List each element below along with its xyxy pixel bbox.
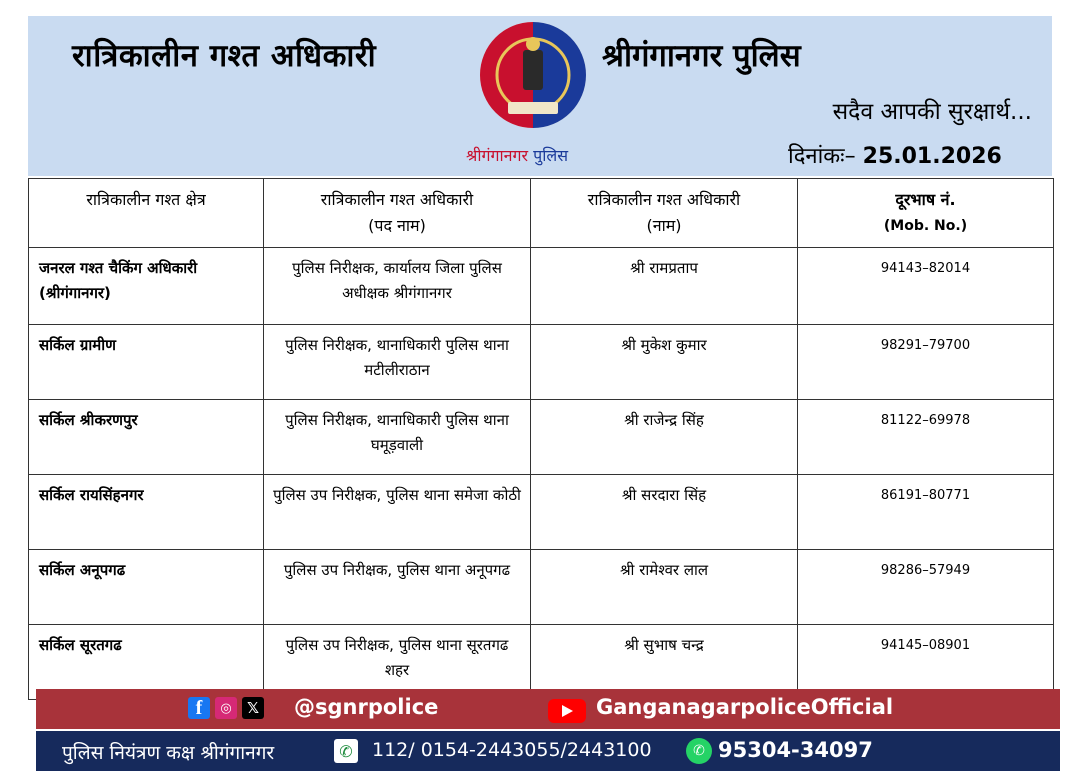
cell-name: श्री सरदारा सिंह — [531, 475, 798, 550]
header-phone: दूरभाष नं. (Mob. No.) — [798, 179, 1054, 248]
cell-name: श्री रामेश्वर लाल — [531, 550, 798, 625]
cell-post: पुलिस निरीक्षक, थानाधिकारी पुलिस थाना घमूड़वाली — [264, 400, 531, 475]
whatsapp-number[interactable]: 95304-34097 — [718, 738, 873, 762]
header-name: रात्रिकालीन गश्त अधिकारी (नाम) — [531, 179, 798, 248]
cell-post: पुलिस निरीक्षक, कार्यालय जिला पुलिस अधीक्षक श्रीगंगानगर — [264, 248, 531, 325]
instagram-icon[interactable]: ◎ — [215, 697, 237, 719]
youtube-icon[interactable] — [548, 699, 586, 723]
cell-phone: 86191–80771 — [798, 475, 1054, 550]
cell-area: सर्किल अनूपगढ — [29, 550, 264, 625]
x-twitter-icon[interactable]: 𝕏 — [242, 697, 264, 719]
tagline: सदैव आपकी सुरक्षार्थ... — [832, 99, 1032, 125]
youtube-channel[interactable]: GanganagarpoliceOfficial — [596, 695, 894, 719]
logo-caption-red: श्रीगंगानगर — [466, 146, 529, 165]
social-handle[interactable]: @sgnrpolice — [294, 695, 439, 719]
cell-area: सर्किल रायसिंहनगर — [29, 475, 264, 550]
header-area: रात्रिकालीन गश्त क्षेत्र — [29, 179, 264, 248]
whatsapp-icon: ✆ — [686, 738, 712, 764]
patrol-officers-table — [28, 178, 1054, 700]
cell-area: जनरल गश्त चैकिंग अधिकारी (श्रीगंगानगर) — [29, 248, 264, 325]
cell-post: पुलिस उप निरीक्षक, पुलिस थाना सूरतगढ शहर — [264, 625, 531, 700]
table-row — [29, 248, 1054, 325]
social-bar — [36, 689, 1060, 729]
contact-bar — [36, 731, 1060, 771]
cell-post: पुलिस उप निरीक्षक, पुलिस थाना समेजा कोठी — [264, 475, 531, 550]
table-row — [29, 400, 1054, 475]
cell-phone: 94143–82014 — [798, 248, 1054, 325]
cell-name: श्री राजेन्द्र सिंह — [531, 400, 798, 475]
logo-caption-blue: पुलिस — [533, 146, 569, 165]
title-right: श्रीगंगानगर पुलिस — [602, 38, 801, 74]
cell-phone: 94145–08901 — [798, 625, 1054, 700]
table-header-row — [29, 179, 1054, 248]
table-row — [29, 325, 1054, 400]
facebook-icon[interactable]: f — [188, 697, 210, 719]
cell-name: श्री रामप्रताप — [531, 248, 798, 325]
date-value: 25.01.2026 — [862, 144, 1002, 169]
table-row — [29, 550, 1054, 625]
police-logo-icon — [478, 20, 588, 130]
phone-numbers[interactable]: 112/ 0154-2443055/2443100 — [372, 739, 652, 761]
cell-post: पुलिस निरीक्षक, थानाधिकारी पुलिस थाना मटीलीराठान — [264, 325, 531, 400]
cell-area: सर्किल ग्रामीण — [29, 325, 264, 400]
cell-phone: 98286–57949 — [798, 550, 1054, 625]
header-banner — [28, 16, 1052, 176]
title-left: रात्रिकालीन गश्त अधिकारी — [72, 38, 377, 74]
cell-area: सर्किल श्रीकरणपुर — [29, 400, 264, 475]
cell-name: श्री मुकेश कुमार — [531, 325, 798, 400]
cell-name: श्री सुभाष चन्द्र — [531, 625, 798, 700]
table-row — [29, 475, 1054, 550]
control-room-label: पुलिस नियंत्रण कक्ष श्रीगंगानगर — [62, 742, 275, 764]
logo-caption — [466, 144, 568, 166]
cell-post: पुलिस उप निरीक्षक, पुलिस थाना अनूपगढ — [264, 550, 531, 625]
date-line — [788, 140, 1002, 170]
phone-icon: ✆ — [334, 739, 358, 763]
cell-phone: 98291–79700 — [798, 325, 1054, 400]
cell-phone: 81122–69978 — [798, 400, 1054, 475]
date-label: दिनांकः– — [788, 144, 856, 169]
header-post: रात्रिकालीन गश्त अधिकारी (पद नाम) — [264, 179, 531, 248]
cell-area: सर्किल सूरतगढ — [29, 625, 264, 700]
